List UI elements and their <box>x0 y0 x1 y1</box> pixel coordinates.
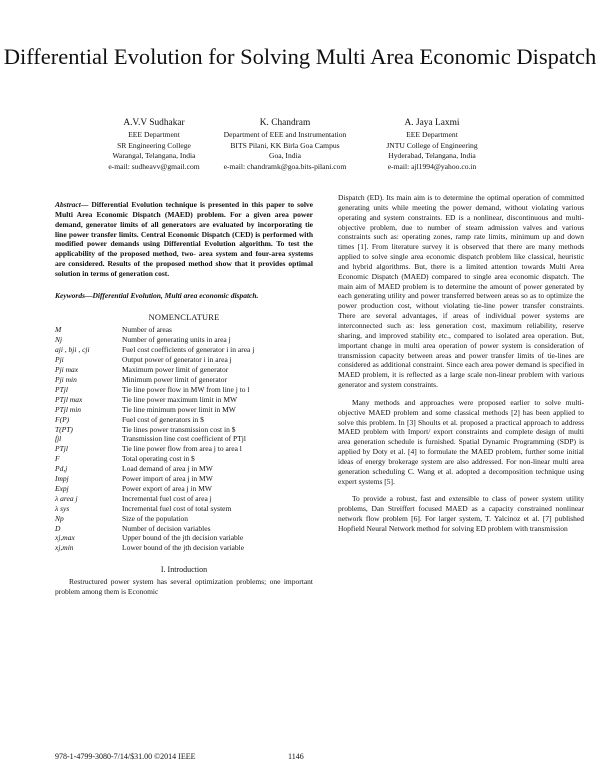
nomenclature-row <box>55 395 313 405</box>
nomenclature-row <box>55 375 313 385</box>
nomenclature-description: Minimum power limit of generator <box>122 374 227 384</box>
author-affiliation: SR Engineering College <box>117 140 191 150</box>
nomenclature-description: Load demand of area j in MW <box>122 464 213 474</box>
nomenclature-description: Output power of generator i in area j <box>122 355 232 365</box>
nomenclature-symbol: λ area j <box>55 493 78 503</box>
nomenclature-description: Power import of area j in MW <box>122 474 213 484</box>
nomenclature-row <box>55 514 313 524</box>
nomenclature-description: Incremental fuel cost of total system <box>122 503 232 513</box>
nomenclature-description: Tie line power flow from area j to area l <box>122 444 242 454</box>
nomenclature-row <box>55 484 313 494</box>
nomenclature-row <box>55 533 313 543</box>
nomenclature-description: Fuel cost of generators in $ <box>122 414 204 424</box>
nomenclature-symbol: M <box>55 325 62 335</box>
nomenclature-row <box>55 425 313 435</box>
author-affiliation: Hyderabad, Telangana, India <box>388 151 476 161</box>
author-email: e-mail: ajl1994@yahoo.co.in <box>387 161 477 171</box>
nomenclature-symbol: fjl <box>55 434 62 444</box>
nomenclature-symbol: D <box>55 523 61 533</box>
nomenclature-symbol: F <box>55 454 60 464</box>
nomenclature-symbol: Expj <box>55 483 69 493</box>
nomenclature-symbol: T(PT) <box>55 424 73 434</box>
nomenclature-description: Size of the population <box>122 513 189 523</box>
nomenclature-description: Number of generating units in area j <box>122 335 231 345</box>
paragraph: To provide a robust, fast and extensible to class of power system utility problems, Dan Streiffert focused MAED as a capacity constrained nonlinear network flow problem [6]. For larger system, T. Yalcinoz et al. [7] published Hopfield Neural Network method for solving ED problem with transmission <box>338 494 584 533</box>
paragraph: Many methods and approaches were proposed earlier to solve multi-objective MAED problem and some classical methods [2] has been applied to solve this problem. In [3] Shoults et al. proposed a practical approach to address MAED problem with Import/ export constraints and complete design of multi area generation schedule is furnished. Spatial Dynamic Programming (SDP) is applied by Doty et al. [4] to formulate the MAED problem, further some initial ideas of energy brokerage system are also addressed. For non-linear multi area generation scheduling C. Wang et al. adopted a decomposition technique using expert systems [5]. <box>338 397 584 486</box>
nomenclature-symbol: λ sys <box>55 503 70 513</box>
nomenclature-description: Power export of area j in MW <box>122 483 212 493</box>
author-affiliation: JNTU College of Engineering <box>386 140 478 150</box>
abstract <box>55 200 313 279</box>
nomenclature-symbol: Pji <box>55 355 64 365</box>
nomenclature-row <box>55 365 313 375</box>
copyright-footer: 978-1-4799-3080-7/14/$31.00 ©2014 IEEE <box>55 752 196 761</box>
author-1 <box>94 117 214 172</box>
paragraph: Restructured power system has several optimization problems; one important problem among them is Economic <box>55 577 313 596</box>
nomenclature-description: Number of areas <box>122 325 172 335</box>
nomenclature-symbol: PTjl min <box>55 404 82 414</box>
nomenclature-row <box>55 454 313 464</box>
nomenclature-row <box>55 325 313 335</box>
nomenclature-row <box>55 434 313 444</box>
paragraph: Dispatch (ED). Its main aim is to determine the optimal operation of committed generating units while meeting the power demand, without violating various operating and system constraints. ED is a nonlinear, discontinuous and multi-objective problem, due to number of steam admission valves and various constraints such as: operating zones, ramp rate limits, minimum up and down times [1]. From literature survey it is observed that there are many methods applied to solve single area economic dispatch problem like classical, heuristic and hybrid algorithms. But, there is a limited attention towards Multi Area Economic Dispatch (MAED) compared to single area economic dispatch. The main aim of MAED problem is to determine the amount of power generated by each generating utility and power transferred between areas so as to optimize the power production cost, without violating tie-line power transfer constraints. There are several advantages, if areas of individual power systems are interconnected such as: less generation cost, maximum reliability, reserve sharing, and improved stability etc., compared to isolated area operation. But, important change in multi area operation of power system is consideration of transmission capacity between areas and power transfer limits of tie-lines are considered as additional constraint. Since each area power demand is specified in MAED problem, it is reflected as a large scale non-linear problem with various generator and system constraints. <box>338 193 584 390</box>
nomenclature-symbol: Pd,j <box>55 464 68 474</box>
nomenclature-description: Transmission line cost coefficient of PTjl <box>122 434 246 444</box>
nomenclature-title: NOMENCLATURE <box>148 312 220 322</box>
paper-title: Differential Evolution for Solving Multi Area Economic Dispatch <box>3 44 597 69</box>
nomenclature-symbol: xj,min <box>55 543 74 553</box>
author-email: e-mail: sudheavv@gmail.com <box>108 161 200 171</box>
nomenclature-row <box>55 385 313 395</box>
author-affiliation: Department of EEE and Instrumentation <box>223 130 347 139</box>
page-number: 1146 <box>288 752 304 761</box>
nomenclature-description: Tie line power maximum limit in MW <box>122 394 238 404</box>
nomenclature-row <box>55 474 313 484</box>
author-affiliation: EEE Department <box>128 130 180 139</box>
nomenclature-description: Tie line minimum power limit in MW <box>122 404 236 414</box>
author-3 <box>362 117 502 172</box>
nomenclature-symbol: Np <box>55 513 64 523</box>
author-name: A.V.V Sudhakar <box>123 118 185 128</box>
nomenclature-description: Upper bound of the jth decision variable <box>122 533 244 543</box>
right-column <box>338 193 584 534</box>
nomenclature-row <box>55 415 313 425</box>
nomenclature-description: Fuel cost coefficients of generator i in area j <box>122 345 255 355</box>
nomenclature-row <box>55 405 313 415</box>
nomenclature-description: Incremental fuel cost of area j <box>122 493 212 503</box>
nomenclature-symbol: F(P) <box>55 414 70 424</box>
nomenclature-symbol: xj,max <box>55 533 75 543</box>
author-block <box>50 117 570 177</box>
author-affiliation: EEE Department <box>406 130 458 139</box>
nomenclature-row <box>55 524 313 534</box>
author-name: K. Chandram <box>259 118 311 128</box>
nomenclature-symbol: Pji min <box>55 374 77 384</box>
nomenclature-row <box>55 494 313 504</box>
author-2 <box>210 117 360 172</box>
nomenclature-symbol: PTjl max <box>55 394 83 404</box>
nomenclature-row <box>55 355 313 365</box>
section-heading: I. Introduction <box>160 565 208 575</box>
nomenclature-description: Number of decision variables <box>122 523 211 533</box>
nomenclature-description: Tie lines power transmission cost in $ <box>122 424 236 434</box>
nomenclature-description: Tie line power flow in MW from line j to l <box>122 384 250 394</box>
nomenclature-row <box>55 345 313 355</box>
nomenclature-table <box>55 325 313 553</box>
nomenclature-symbol: Impj <box>55 474 69 484</box>
nomenclature-row <box>55 464 313 474</box>
nomenclature-description: Maximum power limit of generator <box>122 365 229 375</box>
author-affiliation: Goa, India <box>268 151 302 161</box>
nomenclature-row <box>55 444 313 454</box>
abstract-label: Abstract <box>55 200 81 209</box>
nomenclature-symbol: Nj <box>55 335 63 345</box>
keywords: Keywords—Differential Evolution, Multi area economic dispatch. <box>55 290 259 300</box>
nomenclature-row <box>55 504 313 514</box>
nomenclature-description: Total operating cost in $ <box>122 454 195 464</box>
nomenclature-symbol: PTjl <box>55 384 68 394</box>
nomenclature-symbol: aji , bji , cji <box>55 345 90 355</box>
author-affiliation: BITS Pilani, KK Birla Goa Campus <box>230 140 340 150</box>
author-name: A. Jaya Laxmi <box>404 118 460 128</box>
author-affiliation: Warangal, Telangana, India <box>112 151 196 161</box>
left-column <box>55 200 313 597</box>
nomenclature-description: Lower bound of the jth decision variable <box>122 543 245 553</box>
nomenclature-row <box>55 335 313 345</box>
author-email: e-mail: chandramk@goa.bits-pilani.com <box>223 161 347 171</box>
abstract-text: — Differential Evolution technique is presented in this paper to solve Multi Area Economic Dispatch (MAED) problem. For a given area power demand, generator limits of all generators are evaluated by incorporating tie line power transfer limits. Central Economic Dispatch (CED) is performed with modified power demands using Differential Evolution algorithm. To test the applicability of the proposed method, two- area system and four-area systems are considered. Results of the proposed method show that it provides optimal solution in terms of generation cost. <box>55 200 313 278</box>
nomenclature-row <box>55 543 313 553</box>
nomenclature-symbol: PTjl <box>55 444 68 454</box>
nomenclature-symbol: Pji max <box>55 365 79 375</box>
